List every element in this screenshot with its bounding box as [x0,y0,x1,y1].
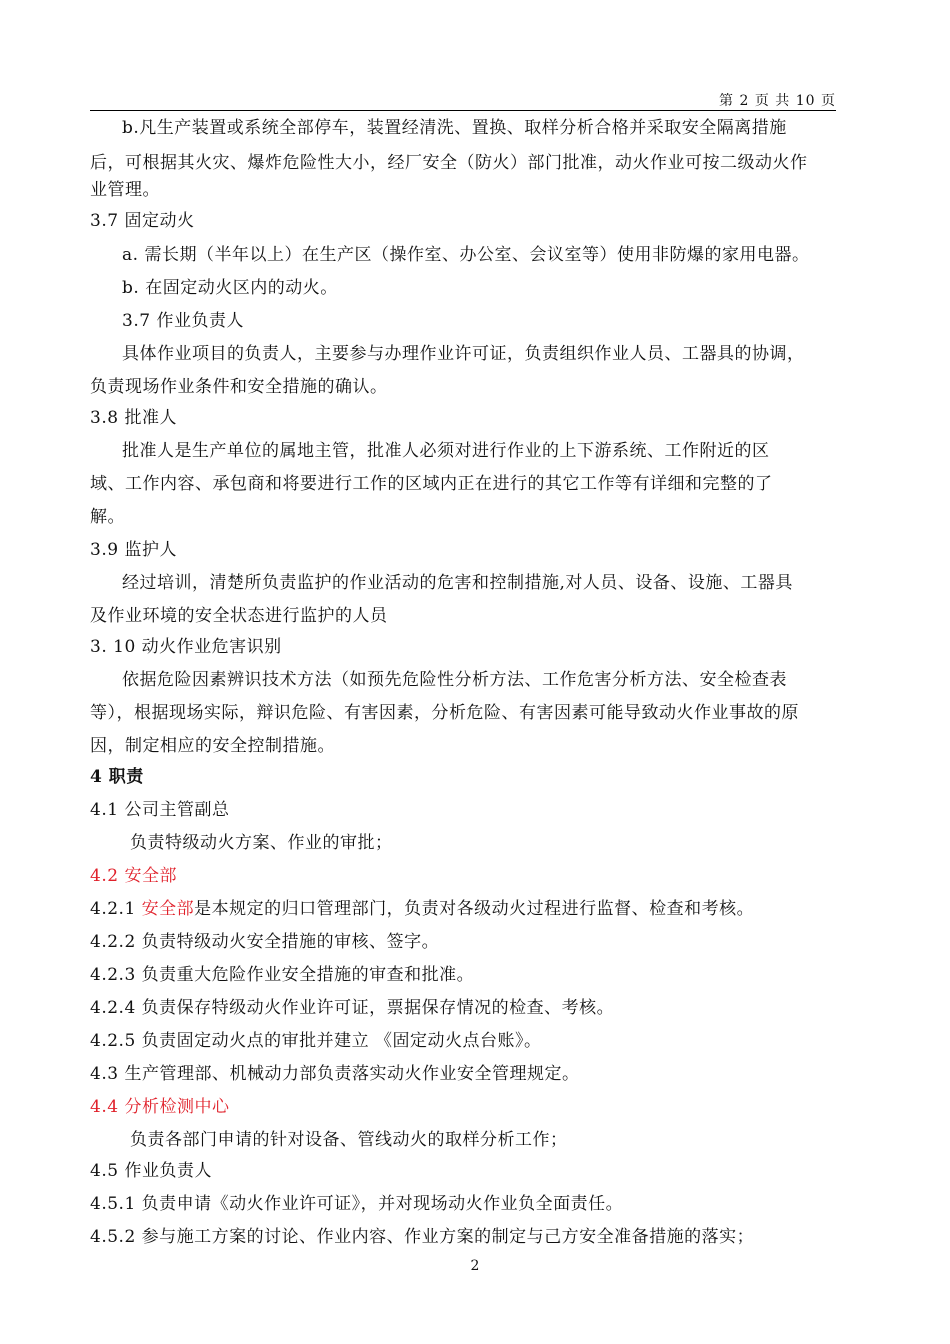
paragraph-line: 域、工作内容、承包商和将要进行工作的区域内正在进行的其它工作等有详细和完整的了 [90,474,773,494]
paragraph-line: 批准人是生产单位的属地主管，批准人必须对进行作业的上下游系统、工作附近的区 [122,441,770,461]
section-heading-3-7-work-leader: 3.7 作业负责人 [122,311,244,331]
section-heading-3-10-hazard-id: 3. 10 动火作业危害识别 [90,637,282,657]
item-4-2-1 [90,898,754,920]
paragraph-line: 负责现场作业条件和安全措施的确认。 [90,377,388,397]
item-4-5-2: 4.5.2 参与施工方案的讨论、作业内容、作业方案的制定与己方安全准备措施的落实； [90,1227,755,1247]
paragraph-line: 具体作业项目的负责人，主要参与办理作业许可证，负责组织作业人员、工器具的协调， [122,344,805,364]
page-header [90,90,836,111]
paragraph-line: 及作业环境的安全状态进行监护的人员 [90,606,388,626]
item-4-5-1: 4.5.1 负责申请《动火作业许可证》，并对现场动火作业负全面责任。 [90,1194,624,1214]
item-number: 4.4 [90,1097,125,1117]
paragraph-line: 解。 [90,507,125,527]
paragraph-line: 后，可根据其火灾、爆炸危险性大小，经厂安全（防火）部门批准，动火作业可按二级动火作 [90,153,808,173]
section-heading-3-7-fixed-fire: 3.7 固定动火 [90,211,195,231]
paragraph-line: 依据危险因素辨识技术方法（如预先危险性分析方法、工作危害分析方法、安全检查表 [122,670,787,690]
paragraph-line: 负责特级动火方案、作业的审批； [130,833,393,853]
paragraph-line: a. 需长期（半年以上）在生产区（操作室、办公室、会议室等）使用非防爆的家用电器。 [122,245,810,265]
section-heading-4-1: 4.1 公司主管副总 [90,800,230,820]
paragraph-line: 业管理。 [90,180,160,200]
highlighted-department: 分析检测中心 [124,1097,230,1117]
item-4-2-4: 4.2.4 负责保存特级动火作业许可证，票据保存情况的检查、考核。 [90,998,615,1018]
highlighted-department: 安全部 [141,899,195,919]
item-number: 4.2.1 [90,899,142,919]
paragraph-line: 经过培训，清楚所负责监护的作业活动的危害和控制措施,对人员、设备、设施、工器具 [122,573,793,593]
page-header-text: 第 2 页 共 10 页 [719,93,836,109]
section-heading-4-responsibilities: 4 职责 [90,767,144,787]
item-4-2-3: 4.2.3 负责重大危险作业安全措施的审查和批准。 [90,965,475,985]
item-4-2-2: 4.2.2 负责特级动火安全措施的审核、签字。 [90,932,440,952]
item-4-2-5: 4.2.5 负责固定动火点的审批并建立 《固定动火点台账》。 [90,1031,542,1051]
item-4-3: 4.3 生产管理部、机械动力部负责落实动火作业安全管理规定。 [90,1064,580,1084]
paragraph-line: b. 在固定动火区内的动火。 [122,278,338,298]
paragraph-line: 负责各部门申请的针对设备、管线动火的取样分析工作； [130,1130,568,1150]
section-heading-4-4 [90,1096,229,1118]
page-number: 2 [470,1258,480,1274]
section-heading-4-5: 4.5 作业负责人 [90,1161,212,1181]
section-heading-4-2-safety-dept: 4.2 安全部 [90,866,177,886]
paragraph-line: 等），根据现场实际，辩识危险、有害因素，分析危险、有害因素可能导致动火作业事故的原 [90,703,799,723]
paragraph-line: 因，制定相应的安全控制措施。 [90,736,335,756]
section-heading-3-9-guardian: 3.9 监护人 [90,540,177,560]
section-heading-3-8-approver: 3.8 批准人 [90,408,177,428]
paragraph-line: b.凡生产装置或系统全部停车，装置经清洗、置换、取样分析合格并采取安全隔离措施 [122,118,787,138]
item-text: 是本规定的归口管理部门，负责对各级动火过程进行监督、检查和考核。 [194,899,755,919]
